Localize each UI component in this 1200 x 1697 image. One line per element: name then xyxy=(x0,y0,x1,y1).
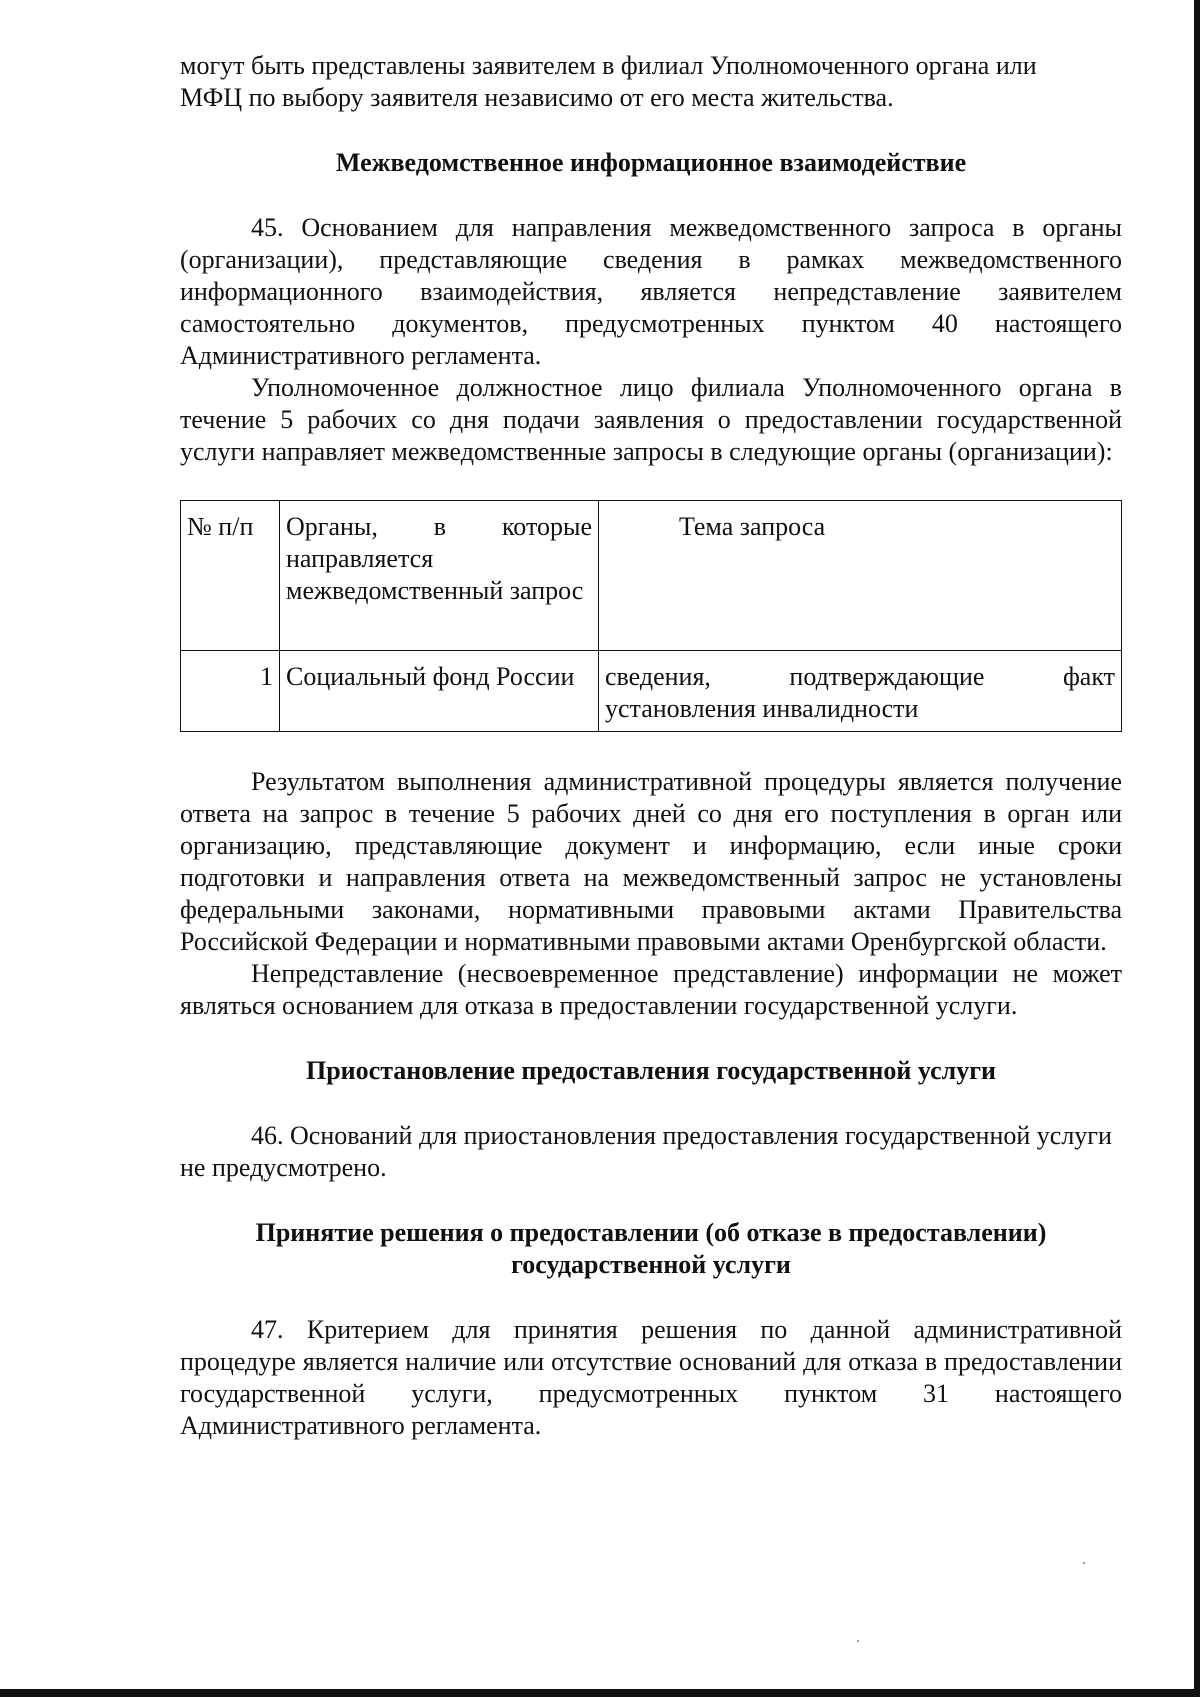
intro-line-1: могут быть представлены заявителем в филиал Уполномоченного органа или xyxy=(180,51,1037,80)
document-body xyxy=(180,50,1122,1442)
scan-border-right xyxy=(1194,0,1200,1697)
paragraph-nonsubmission: Непредставление (несвоевременное представление) информации не может являться основанием для отказа в предоставлении государственной услуги. xyxy=(180,959,1122,1020)
header-cell-number: № п/п xyxy=(181,501,280,651)
requests-table xyxy=(180,500,1122,732)
header-cell-topic: Тема запроса xyxy=(599,501,1122,651)
header-cell-organs: Органы, в которые направляется межведомственный запрос xyxy=(280,501,599,651)
paragraph-47: 47. Критерием для принятия решения по данной административной процедуре является наличие или отсутствие оснований для отказа в предоставлении государственной услуги, предусмотренных пунктом 31 настоящего Административного регламента. xyxy=(180,1315,1122,1440)
section-heading-suspension: Приостановление предоставления государственной услуги xyxy=(305,1056,996,1085)
cell-organ: Социальный фонд России xyxy=(280,651,599,732)
scan-speck xyxy=(857,1640,859,1642)
paragraph-46: 46. Оснований для приостановления предоставления государственной услуги не предусмотрено. xyxy=(180,1121,1112,1182)
intro-line-2: МФЦ по выбору заявителя независимо от его места жительства. xyxy=(180,83,894,112)
cell-number: 1 xyxy=(181,651,280,732)
table-header-row xyxy=(181,501,1122,651)
scan-border-bottom xyxy=(0,1689,1200,1697)
section-heading-decision-line-2: государственной услуги xyxy=(511,1250,791,1279)
paragraph-result: Результатом выполнения административной процедуры является получение ответа на запрос в течение 5 рабочих дней со дня его поступления в орган или организацию, представляющие документ и информацию, если иные сроки подготовки и направления ответа на межведомственный запрос не установлены федеральными законами, нормативными правовыми актами Правительства Российской Федерации и нормативными правовыми актами Оренбургской области. xyxy=(180,767,1122,956)
scan-speck xyxy=(1083,1562,1085,1564)
section-heading-decision-line-1: Принятие решения о предоставлении (об отказе в предоставлении) xyxy=(255,1218,1047,1247)
cell-topic: сведения, подтверждающие факт установления инвалидности xyxy=(599,651,1122,732)
paragraph-45: 45. Основанием для направления межведомственного запроса в органы (организации), представляющие сведения в рамках межведомственного информационного взаимодействия, является непредставление заявителем самостоятельно документов, предусмотренных пунктом 40 настоящего Административного регламента. xyxy=(180,213,1122,370)
section-heading-interagency: Межведомственное информационное взаимодействие xyxy=(335,148,967,177)
table-row xyxy=(181,651,1122,732)
paragraph-45-requests: Уполномоченное должностное лицо филиала Уполномоченного органа в течение 5 рабочих со дня подачи заявления о предоставлении государственной услуги направляет межведомственные запросы в следующие органы (организации): xyxy=(180,373,1122,466)
